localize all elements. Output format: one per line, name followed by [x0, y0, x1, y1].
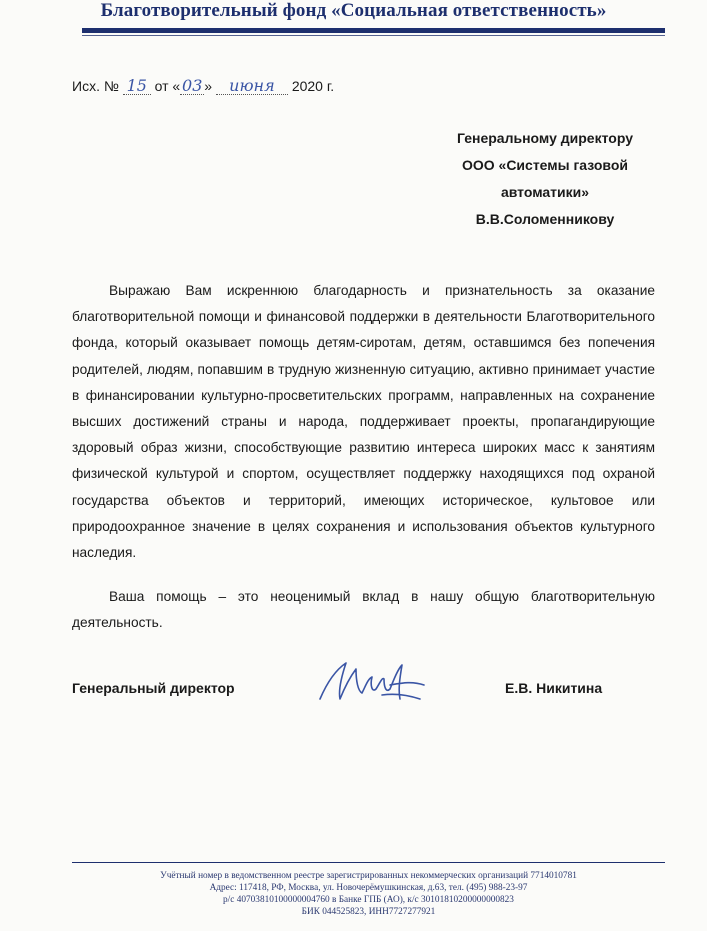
outgoing-number: 15 [123, 78, 151, 95]
footer-rule [72, 862, 665, 863]
outgoing-month: июня [216, 78, 288, 95]
body-paragraph: Выражаю Вам искреннюю благодарность и признательность за оказание благотворительной помощи и финансовой поддержки в деятельности Благотворительного фонда, который оказывает помощь детям-сиротам, детям, оставшимся без попечения родителей, людям, попавшим в трудную жизненную ситуацию, активно принимает участие в финансировании культурно-просветительских программ, направленных на сохранение высших достижений страны и народа, поддерживает проекты, пропагандирующие здоровый образ жизни, способствующие развитию интереса широких масс к занятиям физической культурой и спортом, осуществляет поддержку находящихся под охраной государства объектов и территорий, имеющих историческое, культовое или природоохранное значение в целях сохранения и использования объектов культурного наследия. [72, 283, 655, 561]
signatory-title: Генеральный директор [72, 680, 235, 696]
footer-registry-line: Учётный номер в ведомственном реестре зарегистрированных некоммерческих организаций 7714010781 [160, 871, 577, 881]
footer-address-line: Адрес: 117418, РФ, Москва, ул. Новочерёмушкинская, д.63, тел. (495) 988-23-97 [209, 883, 528, 893]
addressee-name: В.В.Соломенникову [475, 211, 615, 227]
addressee-block [430, 125, 660, 233]
footer-ids-line: БИК 044525823, ИНН7727277921 [301, 907, 436, 917]
outgoing-quote-close: » [204, 78, 213, 94]
addressee-company-line1: ООО «Системы газовой [461, 157, 629, 173]
outgoing-prefix: Исх. № [72, 78, 119, 94]
letterhead-rule [82, 28, 665, 33]
outgoing-from: от « [154, 78, 181, 94]
addressee-company-line2: автоматики» [500, 184, 590, 200]
signatory-name: Е.В. Никитина [505, 680, 603, 696]
outgoing-day: 03 [182, 76, 203, 95]
outgoing-year: 2020 г. [291, 78, 335, 94]
outgoing-reference [72, 78, 334, 95]
letterhead-rule-thin [82, 35, 665, 36]
footer-bank-line: р/с 40703810100000004760 в Банке ГПБ (АО), к/с 30101810200000000823 [223, 895, 514, 905]
letterhead-title: Благотворительный фонд «Социальная ответственность» [100, 0, 607, 21]
letterhead-footer [72, 870, 665, 918]
handwritten-signature [312, 655, 432, 710]
body-paragraph: Ваша помощь – это неоценимый вклад в нашу общую благотворительную деятельность. [72, 589, 655, 631]
addressee-position: Генеральному директору [457, 130, 633, 146]
